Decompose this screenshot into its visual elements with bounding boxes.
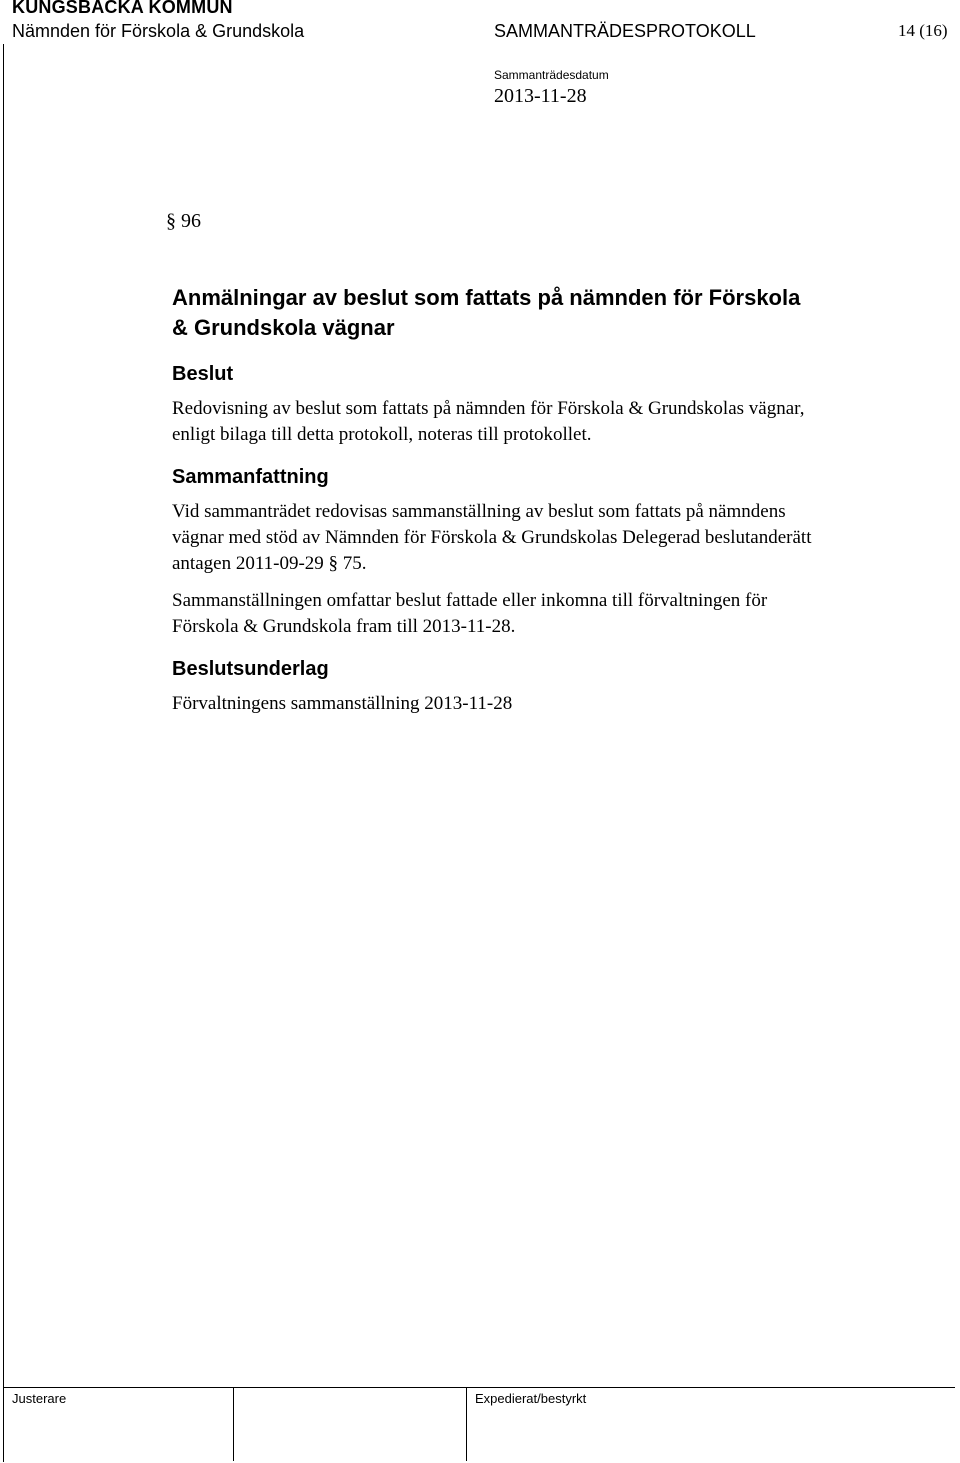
meeting-date: 2013-11-28 — [494, 85, 587, 107]
decision-text — [172, 396, 947, 448]
meeting-date-label: Sammanträdesdatum — [494, 68, 609, 82]
basis-text: Förvaltningens sammanställning 2013-11-28 — [172, 693, 513, 714]
text-line: enligt bilaga till detta protokoll, noteras till protokollet. — [172, 424, 592, 445]
text-line: Redovisning av beslut som fattats på nämnden för Förskola & Grundskolas vägnar, — [172, 398, 805, 419]
text-line: Förskola & Grundskola fram till 2013-11-28. — [172, 616, 516, 637]
document-type: SAMMANTRÄDESPROTOKOLL — [494, 21, 756, 41]
page-number: 14 (16) — [898, 21, 948, 40]
decision-heading: Beslut — [172, 363, 234, 385]
adjusters-label: Justerare — [12, 1391, 67, 1406]
organization-name: KUNGSBACKA KOMMUN — [12, 0, 233, 17]
paragraph-number: § 96 — [166, 210, 201, 232]
section-title-line: Anmälningar av beslut som fattats på nämnden för Förskola — [172, 285, 801, 310]
footer-divider — [233, 1387, 234, 1461]
summary-paragraph-1 — [172, 499, 947, 577]
text-line: Sammanställningen omfattar beslut fattade eller inkomna till förvaltningen för — [172, 590, 768, 611]
footer-divider — [466, 1387, 467, 1461]
summary-heading: Sammanfattning — [172, 466, 329, 488]
left-margin-rule — [3, 44, 4, 1462]
summary-paragraph-2 — [172, 588, 947, 640]
section-title-line: & Grundskola vägnar — [172, 315, 395, 340]
dispatched-label: Expedierat/bestyrkt — [475, 1391, 587, 1406]
basis-heading: Beslutsunderlag — [172, 658, 329, 680]
section-title — [172, 283, 952, 343]
text-line: antagen 2011-09-29 § 75. — [172, 553, 367, 574]
footer-rule — [4, 1387, 955, 1388]
text-line: Vid sammanträdet redovisas sammanställning av beslut som fattats på nämndens — [172, 501, 786, 522]
board-name: Nämnden för Förskola & Grundskola — [12, 21, 305, 41]
text-line: vägnar med stöd av Nämnden för Förskola & Grundskolas Delegerad beslutanderätt — [172, 527, 812, 548]
